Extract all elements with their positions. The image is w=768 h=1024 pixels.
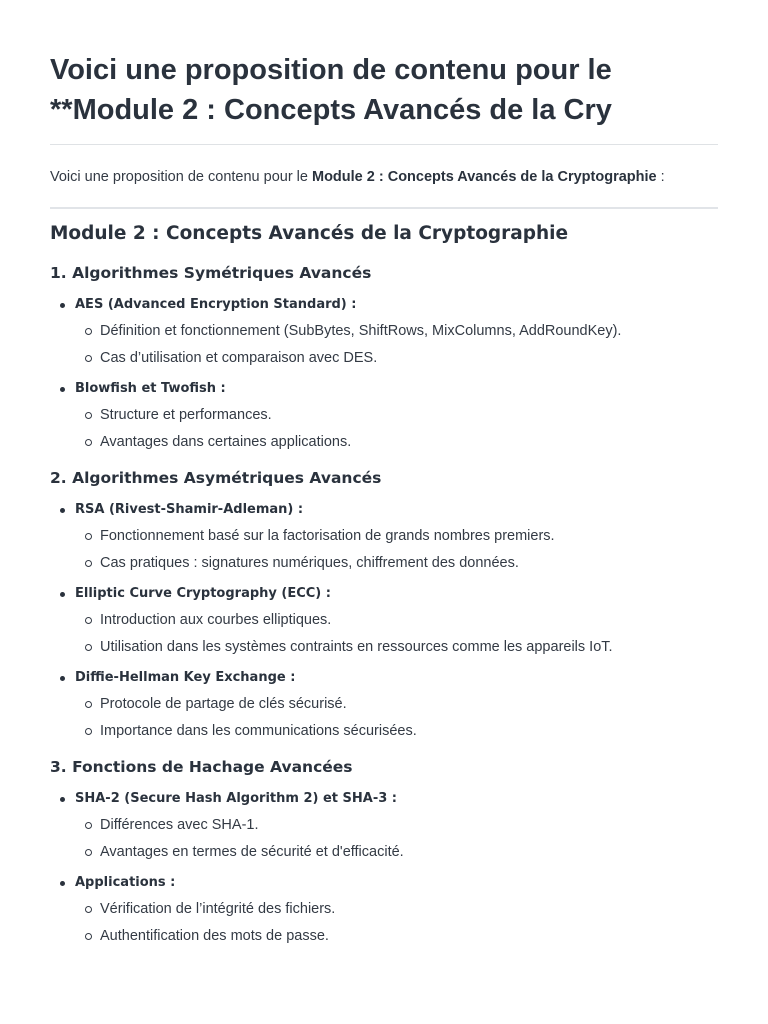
sub-list-item: Avantages en termes de sécurité et d'efficacité. [100, 842, 718, 862]
item-heading: Blowfish et Twofish : [50, 380, 718, 398]
sub-list [50, 815, 718, 862]
sub-list-item: Structure et performances. [100, 405, 718, 425]
sub-list-item: Différences avec SHA-1. [100, 815, 718, 835]
sub-list-item: Vérification de l’intégrité des fichiers. [100, 899, 718, 919]
sub-list-item: Utilisation dans les systèmes contraints en ressources comme les appareils IoT. [100, 637, 718, 657]
list-item [50, 585, 718, 657]
sub-list-item: Fonctionnement basé sur la factorisation de grands nombres premiers. [100, 526, 718, 546]
page-title-line-2: **Module 2 : Concepts Avancés de la Cry [50, 94, 612, 126]
list-item [50, 380, 718, 452]
sub-list [50, 694, 718, 741]
item-heading: Elliptic Curve Cryptography (ECC) : [50, 585, 718, 603]
section-heading: 1. Algorithmes Symétriques Avancés [50, 264, 372, 282]
intro-paragraph [50, 167, 718, 209]
list-item [50, 874, 718, 946]
section-list [50, 296, 718, 452]
sub-list-item: Introduction aux courbes elliptiques. [100, 610, 718, 630]
section-heading: 3. Fonctions de Hachage Avancées [50, 758, 353, 776]
sub-list-item: Cas d’utilisation et comparaison avec DES. [100, 348, 718, 368]
section-list [50, 501, 718, 741]
sub-list-item: Importance dans les communications sécurisées. [100, 721, 718, 741]
item-heading: RSA (Rivest-Shamir-Adleman) : [50, 501, 718, 519]
module-heading: Module 2 : Concepts Avancés de la Cryptographie [50, 223, 569, 244]
list-item [50, 296, 718, 368]
sub-list-item: Avantages dans certaines applications. [100, 432, 718, 452]
item-heading: AES (Advanced Encryption Standard) : [50, 296, 718, 314]
section-heading: 2. Algorithmes Asymétriques Avancés [50, 469, 382, 487]
item-heading: Diffie-Hellman Key Exchange : [50, 669, 718, 687]
intro-module-name: Module 2 : Concepts Avancés de la Cryptographie [312, 169, 657, 185]
sub-list-item: Définition et fonctionnement (SubBytes, ShiftRows, MixColumns, AddRoundKey). [100, 321, 718, 341]
sub-list-item: Protocole de partage de clés sécurisé. [100, 694, 718, 714]
intro-text-after: : [656, 169, 665, 185]
sub-list [50, 405, 718, 452]
sub-list [50, 610, 718, 657]
item-heading: Applications : [50, 874, 718, 892]
item-heading: SHA-2 (Secure Hash Algorithm 2) et SHA-3 : [50, 790, 718, 808]
intro-text-before: Voici une proposition de contenu pour le [50, 169, 312, 185]
sub-list [50, 321, 718, 368]
sub-list-item: Cas pratiques : signatures numériques, chiffrement des données. [100, 553, 718, 573]
sub-list [50, 526, 718, 573]
page-title [50, 50, 718, 145]
sub-list [50, 899, 718, 946]
sub-list-item: Authentification des mots de passe. [100, 926, 718, 946]
list-item [50, 669, 718, 741]
list-item [50, 790, 718, 862]
section-list [50, 790, 718, 946]
list-item [50, 501, 718, 573]
page-title-line-1: Voici une proposition de contenu pour le [50, 54, 612, 86]
